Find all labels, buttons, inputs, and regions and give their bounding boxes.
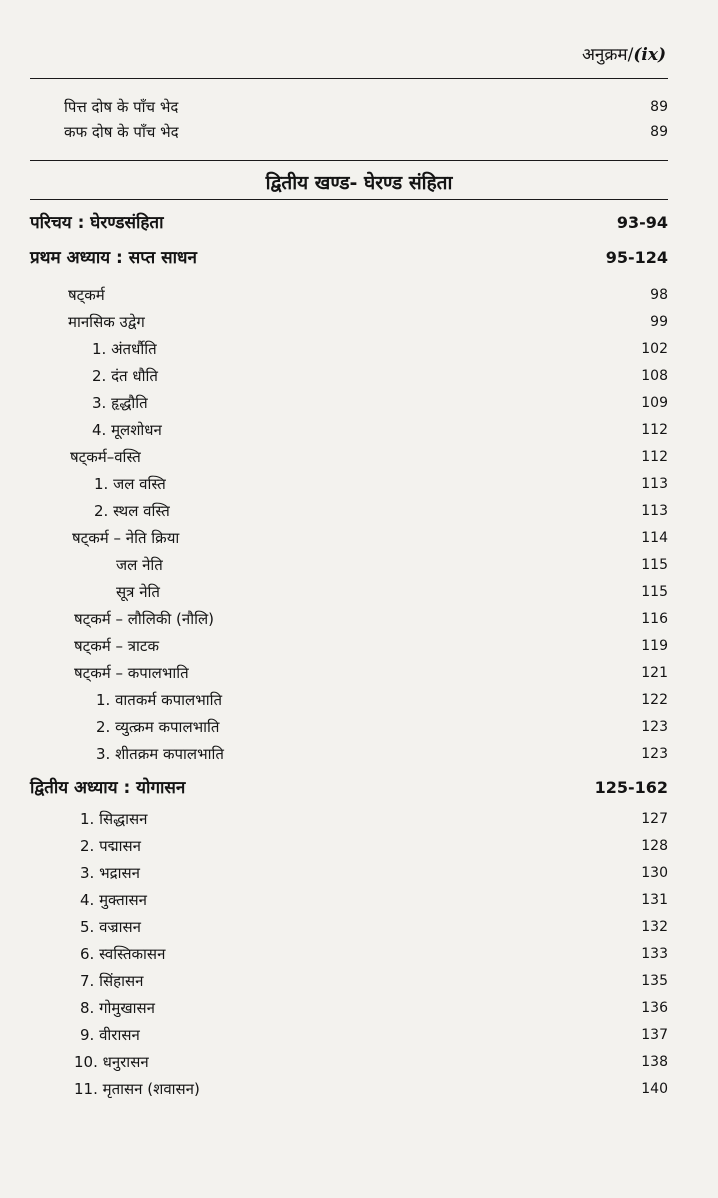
entry-label: षट्कर्म–वस्ति <box>70 448 141 466</box>
entry-page: 140 <box>641 1081 668 1097</box>
entry-page: 89 <box>650 99 668 115</box>
toc-entry <box>0 806 718 832</box>
entry-label: 8. गोमुखासन <box>80 999 155 1017</box>
entry-label: पित्त दोष के पाँच भेद <box>64 98 179 116</box>
section-rule-top <box>30 160 668 161</box>
toc-entry <box>0 914 718 940</box>
entry-label: प्रथम अध्याय : सप्त साधन <box>30 248 197 268</box>
entry-page: 123 <box>641 746 668 762</box>
toc-entry <box>0 444 718 470</box>
entry-page: 122 <box>641 692 668 708</box>
header-page-number: (ix) <box>633 45 666 65</box>
entry-label: 4. मूलशोधन <box>92 421 162 439</box>
entry-page: 131 <box>641 892 668 908</box>
toc-entry-major <box>0 210 718 236</box>
toc-entry <box>0 471 718 497</box>
entry-label: 5. वज्रासन <box>80 918 141 936</box>
entry-page: 136 <box>641 1000 668 1016</box>
toc-entry <box>0 282 718 308</box>
toc-entry <box>0 1076 718 1102</box>
toc-entry <box>0 995 718 1021</box>
entry-label: कफ दोष के पाँच भेद <box>64 123 179 141</box>
toc-entry <box>0 687 718 713</box>
entry-label: 11. मृतासन (शवासन) <box>74 1080 200 1098</box>
entry-label: 2. व्युत्क्रम कपालभाति <box>96 718 220 736</box>
toc-entry <box>0 579 718 605</box>
entry-label: षट्कर्म <box>68 286 105 304</box>
toc-entry <box>0 552 718 578</box>
entry-label: द्वितीय अध्याय : योगासन <box>30 778 186 798</box>
toc-entry <box>0 633 718 659</box>
entry-page: 114 <box>641 530 668 546</box>
entry-page: 128 <box>641 838 668 854</box>
toc-entry <box>0 860 718 886</box>
entry-page: 95-124 <box>605 248 668 267</box>
entry-page: 99 <box>650 314 668 330</box>
toc-entry <box>0 417 718 443</box>
entry-label: 3. भद्रासन <box>80 864 140 882</box>
entry-page: 108 <box>641 368 668 384</box>
entry-page: 125-162 <box>594 778 668 797</box>
entry-page: 127 <box>641 811 668 827</box>
entry-label: षट्कर्म – त्राटक <box>74 637 160 655</box>
entry-label: 1. अंतर्धौति <box>92 340 157 358</box>
toc-entry <box>0 363 718 389</box>
entry-page: 121 <box>641 665 668 681</box>
entry-label: 2. पद्मासन <box>80 837 141 855</box>
page-header <box>582 42 666 65</box>
toc-entry <box>0 660 718 686</box>
entry-label: 6. स्वस्तिकासन <box>80 945 166 963</box>
entry-page: 102 <box>641 341 668 357</box>
entry-page: 137 <box>641 1027 668 1043</box>
section-title: द्वितीय खण्ड- घेरण्ड संहिता <box>265 172 453 194</box>
toc-entry <box>0 336 718 362</box>
entry-label: 4. मुक्तासन <box>80 891 147 909</box>
toc-entry <box>0 309 718 335</box>
toc-entry <box>0 741 718 767</box>
toc-entry <box>0 968 718 994</box>
toc-entry <box>0 714 718 740</box>
entry-page: 130 <box>641 865 668 881</box>
entry-label: षट्कर्म – कपालभाति <box>74 664 189 682</box>
entry-page: 116 <box>641 611 668 627</box>
entry-page: 113 <box>641 476 668 492</box>
entry-label: 3. हृद्धौति <box>92 394 148 412</box>
entry-label: 1. सिद्धासन <box>80 810 148 828</box>
entry-label: 3. शीतक्रम कपालभाति <box>96 745 224 763</box>
header-rule <box>30 78 668 79</box>
entry-page: 98 <box>650 287 668 303</box>
entry-page: 119 <box>641 638 668 654</box>
entry-page: 112 <box>641 422 668 438</box>
toc-entry <box>0 1022 718 1048</box>
toc-entry <box>0 941 718 967</box>
toc-entry <box>0 94 718 120</box>
entry-label: षट्कर्म – लौलिकी (नौलि) <box>74 610 215 628</box>
toc-entry-major <box>0 245 718 271</box>
entry-page: 109 <box>641 395 668 411</box>
entry-label: 9. वीरासन <box>80 1026 140 1044</box>
entry-page: 93-94 <box>616 213 668 232</box>
toc-entry-major <box>0 775 718 801</box>
section-rule-bottom <box>30 199 668 200</box>
entry-page: 133 <box>641 946 668 962</box>
entry-page: 132 <box>641 919 668 935</box>
entry-page: 135 <box>641 973 668 989</box>
entry-page: 115 <box>641 584 668 600</box>
toc-entry <box>0 498 718 524</box>
entry-page: 138 <box>641 1054 668 1070</box>
entry-label: 7. सिंहासन <box>80 972 144 990</box>
entry-label: 10. धनुरासन <box>74 1053 149 1071</box>
entry-label: सूत्र नेति <box>116 583 160 601</box>
entry-label: 2. दंत धौति <box>92 367 158 385</box>
entry-label: मानसिक उद्वेग <box>68 313 145 331</box>
toc-entry <box>0 390 718 416</box>
entry-label: परिचय : घेरण्डसंहिता <box>30 213 164 233</box>
entry-label: 2. स्थल वस्ति <box>94 502 170 520</box>
entry-label: 1. वातकर्म कपालभाति <box>96 691 223 709</box>
toc-entry <box>0 887 718 913</box>
entry-label: जल नेति <box>116 556 163 574</box>
toc-entry <box>0 525 718 551</box>
toc-entry <box>0 1049 718 1075</box>
entry-page: 113 <box>641 503 668 519</box>
entry-page: 123 <box>641 719 668 735</box>
entry-page: 115 <box>641 557 668 573</box>
entry-label: षट्कर्म – नेति क्रिया <box>72 529 180 547</box>
header-text: अनुक्रम/ <box>581 45 634 65</box>
toc-entry <box>0 833 718 859</box>
entry-label: 1. जल वस्ति <box>94 475 166 493</box>
entry-page: 112 <box>641 449 668 465</box>
toc-entry <box>0 119 718 145</box>
toc-entry <box>0 606 718 632</box>
entry-page: 89 <box>650 124 668 140</box>
